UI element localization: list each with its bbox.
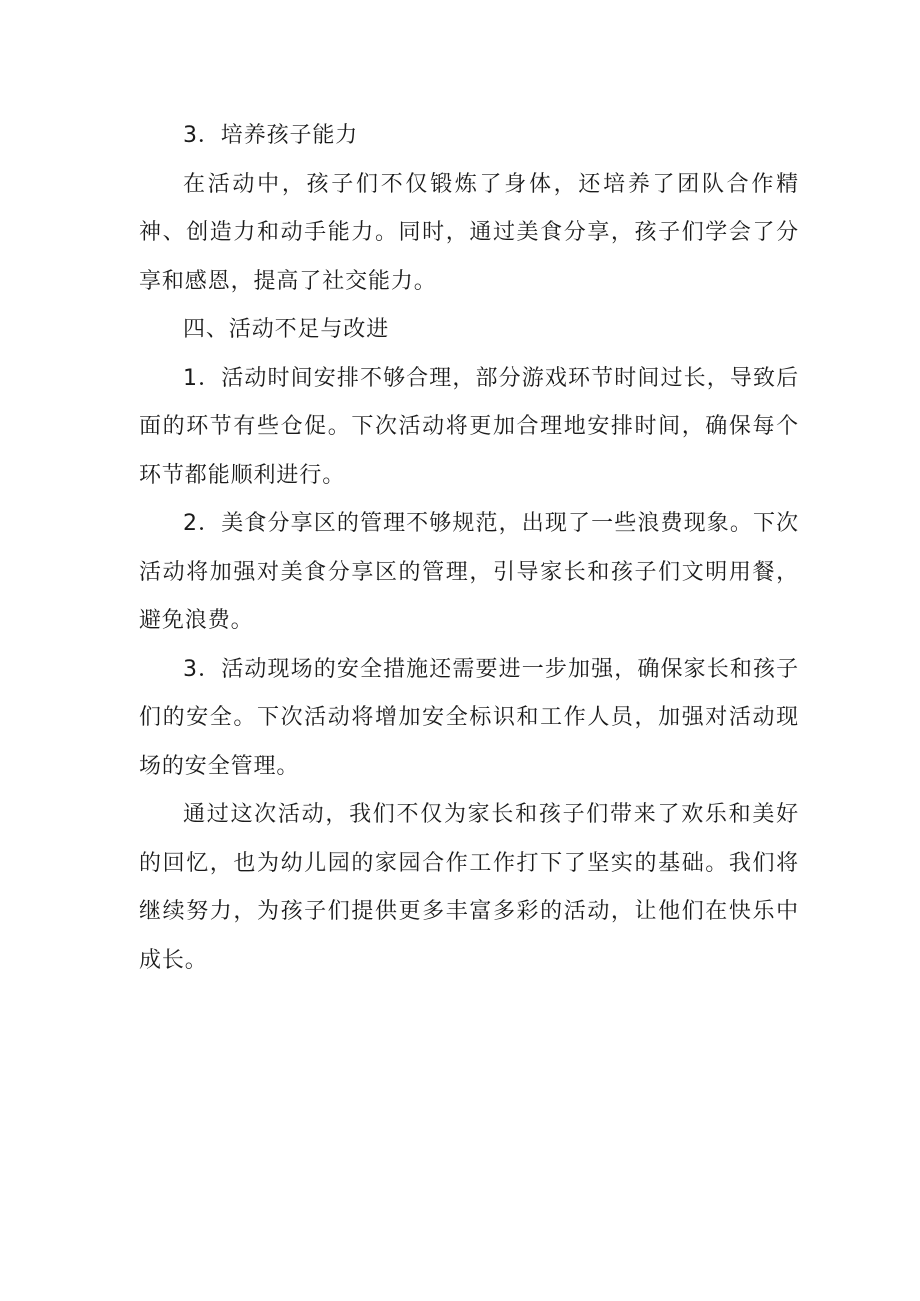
document-body: [139, 112, 799, 985]
paragraph-abilities: 在活动中，孩子们不仅锻炼了身体，还培养了团队合作精神、创造力和动手能力。同时，通过美食分享，孩子们学会了分享和感恩，提高了社交能力。: [139, 171, 799, 294]
paragraph-conclusion: 通过这次活动，我们不仅为家长和孩子们带来了欢乐和美好的回忆，也为幼儿园的家园合作工作打下了坚实的基础。我们将继续努力，为孩子们提供更多丰富多彩的活动，让他们在快乐中成长。: [139, 802, 799, 973]
section-heading-shortcomings: 四、活动不足与改进: [183, 317, 390, 342]
subheading-cultivate-abilities: 3．培养孩子能力: [183, 123, 359, 148]
paragraph-point-1: 1．活动时间安排不够合理，部分游戏环节时间过长，导致后面的环节有些仓促。下次活动将更加合理地安排时间，确保每个环节都能顺利进行。: [139, 365, 799, 488]
paragraph-point-3: 3．活动现场的安全措施还需要进一步加强，确保家长和孩子们的安全。下次活动将增加安全标识和工作人员，加强对活动现场的安全管理。: [139, 656, 799, 779]
paragraph-point-2: 2．美食分享区的管理不够规范，出现了一些浪费现象。下次活动将加强对美食分享区的管理，引导家长和孩子们文明用餐，避免浪费。: [139, 511, 799, 633]
